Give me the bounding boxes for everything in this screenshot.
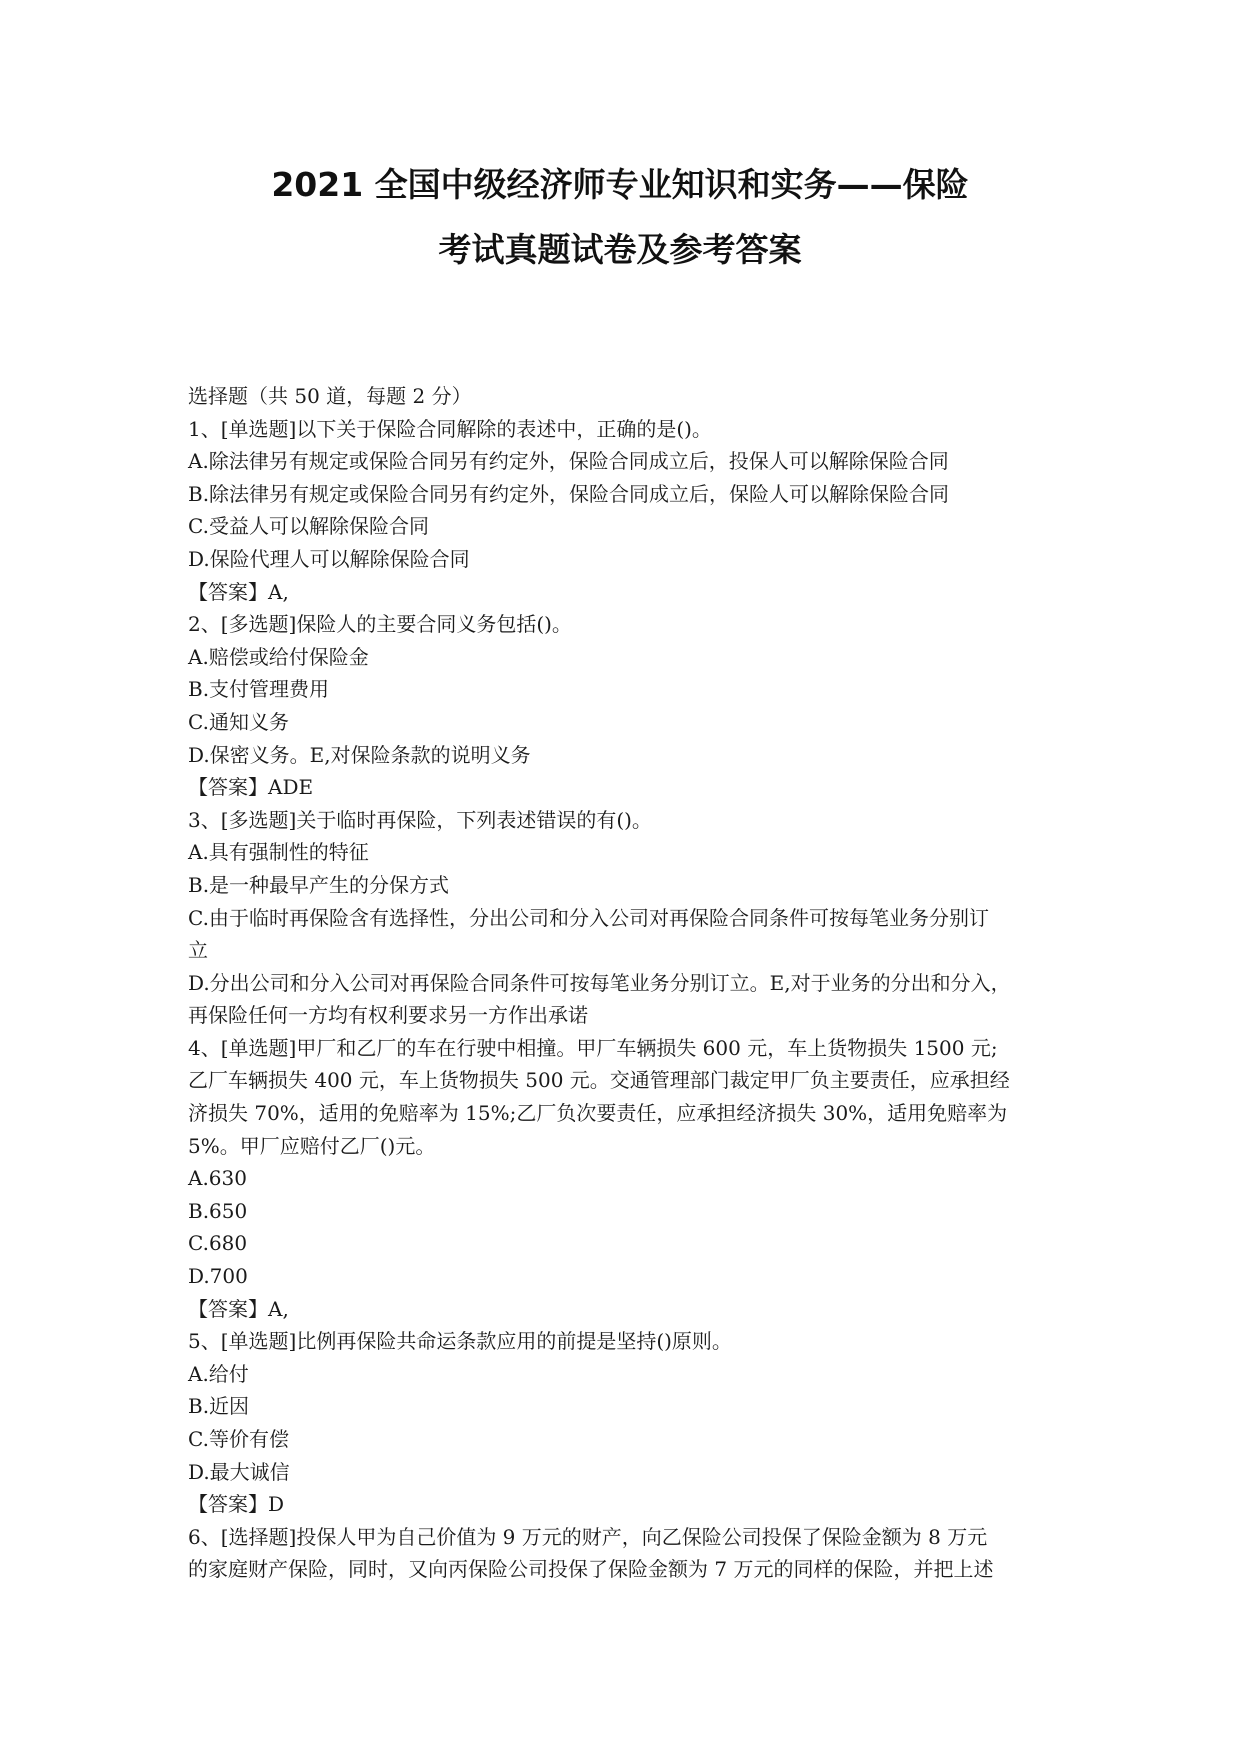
question-4-cont-3: 5%。甲厂应赔付乙厂()元。 — [188, 1133, 436, 1158]
question-3-option-a: A.具有强制性的特征 — [188, 840, 369, 865]
question-2-option-b: B.支付管理费用 — [188, 677, 330, 702]
document-body — [188, 380, 1068, 1586]
question-4-cont-2: 济损失 70%，适用的免赔率为 15%;乙厂负次要责任，应承担经济损失 30%，适用免赔率为 — [188, 1101, 1008, 1126]
question-3-option-c-cont: 立 — [188, 938, 208, 963]
document-title-line-1: 2021 全国中级经济师专业知识和实务——保险 — [271, 165, 969, 204]
question-3-option-b: B.是一种最早产生的分保方式 — [188, 872, 450, 897]
question-5: 5、[单选题]比例再保险共命运条款应用的前提是坚持()原则。 — [188, 1329, 732, 1354]
question-2-option-a: A.赔偿或给付保险金 — [188, 644, 369, 669]
question-4-answer: 【答案】A, — [188, 1296, 289, 1321]
question-4-cont-1: 乙厂车辆损失 400 元，车上货物损失 500 元。交通管理部门裁定甲厂负主要责任，应承担经 — [188, 1068, 1010, 1093]
question-6-cont-1: 的家庭财产保险，同时，又向丙保险公司投保了保险金额为 7 万元的同样的保险，并把上述 — [188, 1557, 994, 1582]
question-1-answer: 【答案】A, — [188, 579, 289, 604]
document-title-line-2: 考试真题试卷及参考答案 — [438, 230, 802, 269]
question-1-option-b: B.除法律另有规定或保险合同另有约定外，保险合同成立后，保险人可以解除保险合同 — [188, 481, 950, 506]
question-3-option-d-cont: 再保险任何一方均有权利要求另一方作出承诺 — [188, 1003, 588, 1028]
section-heading: 选择题（共 50 道，每题 2 分） — [188, 384, 472, 408]
question-1-option-a: A.除法律另有规定或保险合同另有约定外，保险合同成立后，投保人可以解除保险合同 — [188, 449, 949, 474]
question-4-option-d: D.700 — [188, 1264, 248, 1289]
question-5-option-a: A.给付 — [188, 1361, 249, 1386]
question-4: 4、[单选题]甲厂和乙厂的车在行驶中相撞。甲厂车辆损失 600 元，车上货物损失 1500 元; — [188, 1035, 998, 1060]
question-1-option-c: C.受益人可以解除保险合同 — [188, 514, 429, 539]
question-4-option-c: C.680 — [188, 1231, 248, 1256]
question-5-option-b: B.近因 — [188, 1394, 250, 1419]
question-4-option-b: B.650 — [188, 1198, 248, 1223]
question-3-option-c: C.由于临时再保险含有选择性，分出公司和分入公司对再保险合同条件可按每笔业务分别订 — [188, 905, 989, 930]
question-5-option-d: D.最大诚信 — [188, 1459, 290, 1484]
question-2-option-c: C.通知义务 — [188, 709, 289, 734]
question-1: 1、[单选题]以下关于保险合同解除的表述中，正确的是()。 — [188, 416, 712, 441]
question-2-option-d: D.保密义务。E,对保险条款的说明义务 — [188, 742, 531, 767]
question-2-answer: 【答案】ADE — [188, 775, 314, 800]
question-4-option-a: A.630 — [188, 1166, 247, 1191]
question-2: 2、[多选题]保险人的主要合同义务包括()。 — [188, 612, 572, 637]
question-1-option-d: D.保险代理人可以解除保险合同 — [188, 546, 470, 571]
question-5-option-c: C.等价有偿 — [188, 1427, 289, 1451]
question-3-option-d: D.分出公司和分入公司对再保险合同条件可按每笔业务分别订立。E,对于业务的分出和分入， — [188, 970, 1011, 995]
question-5-answer: 【答案】D — [188, 1492, 285, 1517]
question-3: 3、[多选题]关于临时再保险，下列表述错误的有()。 — [188, 807, 652, 832]
question-6: 6、[选择题]投保人甲为自己价值为 9 万元的财产，向乙保险公司投保了保险金额为 8 万元 — [188, 1524, 988, 1549]
